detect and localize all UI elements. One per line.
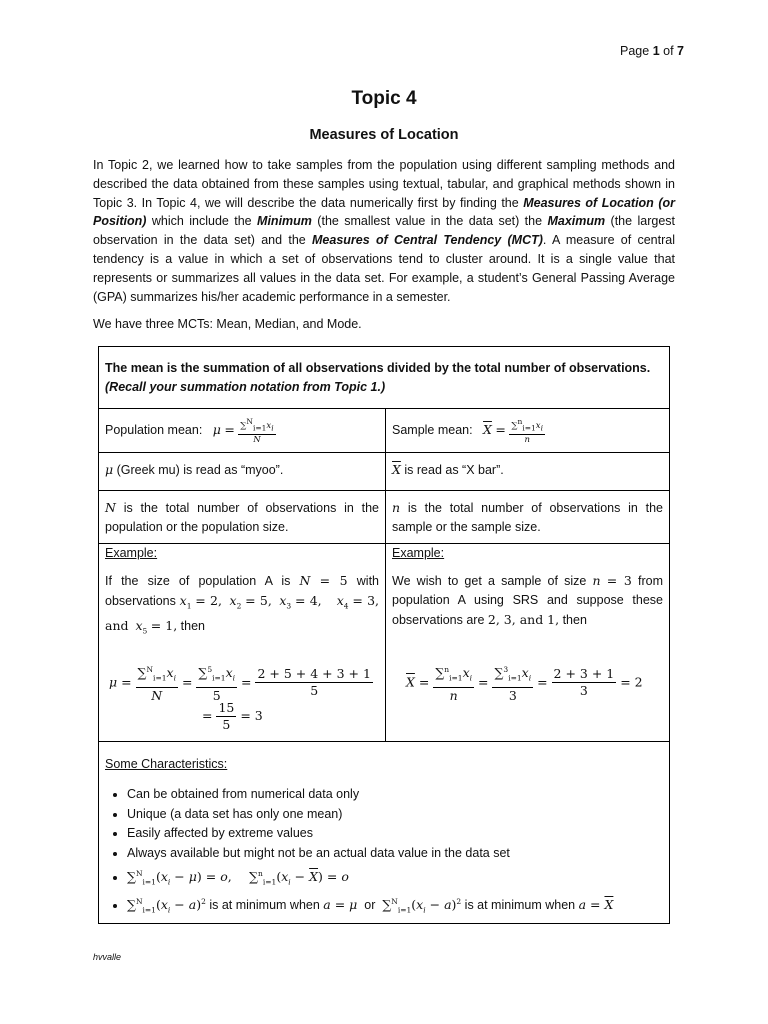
example-label: Example: <box>392 546 445 560</box>
sample-mean-calculation: $\overline{X}$ = $\frac{\sum^n_{i=1}x_i}{n}$ = $\frac{\sum^3_{i=1}x_i}{3}$ = $\frac{2 + 3 + 1}{3}$ = 2 <box>406 662 643 704</box>
page-title: Topic 4 <box>351 88 417 109</box>
population-mean-calculation: μ = $\frac{\sum^N_{i=1}x_i}{N}$ = $\frac{\sum^5_{i=1}x_i}{5}$ = $\frac{2 + 5 + 4 + 3 + 1}{5}$ <box>109 662 373 704</box>
population-mean-formula: $\frac{\sum^N_{i=1}x_i}{N}$ <box>240 417 274 445</box>
population-size-text: is the total number of observations in the population or the population size. <box>105 501 379 534</box>
characteristics-row <box>99 742 669 923</box>
page-subtitle: Measures of Location <box>309 127 459 143</box>
list-item: • Easily affected by extreme values <box>127 824 663 844</box>
mcts-line: We have three MCTs: Mean, Median, and Mode. <box>93 317 362 331</box>
population-mean-label: Population mean: <box>105 423 203 438</box>
footer-author: hvvalle <box>93 952 122 962</box>
intro-paragraph: In Topic 2, we learned how to take samples from the population using different sampling methods and described the data obtained from these samples using textual, tabular, and graphical methods shown in Topic 3. In Topic 4, we will describe the data numerically first by finding the Measures of Location (or Position) which include the Minimum (the smallest value in the data set) the Maximum (the largest observation in the data set) and the Measures of Central Tendency (MCT). A measure of central tendency is a value in which a set of observations tend to cluster around. It is a single value that represents or summarizes all values in the data set. For example, a student’s General Passing Average (GPA) summarizes his/her academic performance in a semester. <box>93 158 676 304</box>
sample-mean-formula: $\frac{\sum^n_{i=1}x_i}{n}$ <box>511 417 543 445</box>
population-mean-cell: Population mean: μ = $\frac{\sum^N_{i=1}x_i}{N}$ <box>99 409 386 452</box>
example-label: Example: <box>105 546 158 560</box>
size-row: N is the total number of observations in the population or the population size. n is the total number of observations in the sample or the sample size. <box>99 491 669 544</box>
definition-row <box>99 347 669 409</box>
list-item: • $\sum^N_{i=1}(x_i - \mu) = o$, $\sum^n_{i=1}(x_i - \overline{X}) = o$ <box>127 863 663 891</box>
mean-table <box>98 346 670 924</box>
population-mean-result: = $\frac{15}{5}$ = 3 <box>202 700 263 732</box>
sample-size-text: is the total number of observations in the sample or the sample size. <box>392 501 663 534</box>
list-item: • $\sum^N_{i=1}(x_i - a)^2$ is at minimum when a = μ or $\sum^N_{i=1}(x_i - a)^2$ is at minimum when $a = \overline{X}$ <box>127 892 663 920</box>
list-item: • Always available but might not be an actual data value in the data set <box>127 844 663 864</box>
mean-definition: The mean is the summation of all observations divided by the total number of observations. <box>105 361 651 375</box>
read-as-row: μ (Greek mu) is read as “myoo”. $\overline{X}$ is read as “X bar”. <box>99 453 669 491</box>
summation-note: (Recall your summation notation from Topic 1.) <box>105 380 386 394</box>
sample-example: Example: We wish to get a sample of size n = 3 from population A using SRS and suppose these observations are 2, 3, and 1, then $\overline{X}$ = $\frac{\sum^n_{i=1}x_i}{n}$ = $\frac{\sum^3_{i=1}x_i}{3}$ = $\frac{2 + 3 + 1}{3}$ = 2 <box>392 546 663 703</box>
list-item: • Can be obtained from numerical data only <box>127 785 663 805</box>
population-example: Example: If the size of population A is N = 5 with observations $x_1 = 2$, $x_2 = 5$, $x_3 = 4$, $x_4 = 3$, and $x_5 = 1$, then μ = $\frac{\sum^N_{i=1}x_i}{N}$ = $\frac{\sum^5_{i=1}x_i}{5}$ = $\frac{2 + 5 + 4 + 3 + 1}{5}$ = $\frac{15}{5}$ = 3 <box>99 544 386 741</box>
sample-mean-cell: Sample mean: $\overline{X}$ = $\frac{\sum^n_{i=1}x_i}{n}$ <box>392 417 543 445</box>
characteristics-list <box>105 785 663 920</box>
xbar-read-text: is read as “X bar”. <box>400 463 504 477</box>
example-row <box>99 544 669 742</box>
sample-mean-label: Sample mean: <box>392 423 473 438</box>
formula-row <box>99 409 669 453</box>
characteristics-label: Some Characteristics: <box>105 757 228 771</box>
mu-read-text: (Greek mu) is read as “myoo”. <box>113 463 284 477</box>
page-number: Page 1 of 7 <box>620 44 684 58</box>
list-item: • Unique (a data set has only one mean) <box>127 805 663 825</box>
